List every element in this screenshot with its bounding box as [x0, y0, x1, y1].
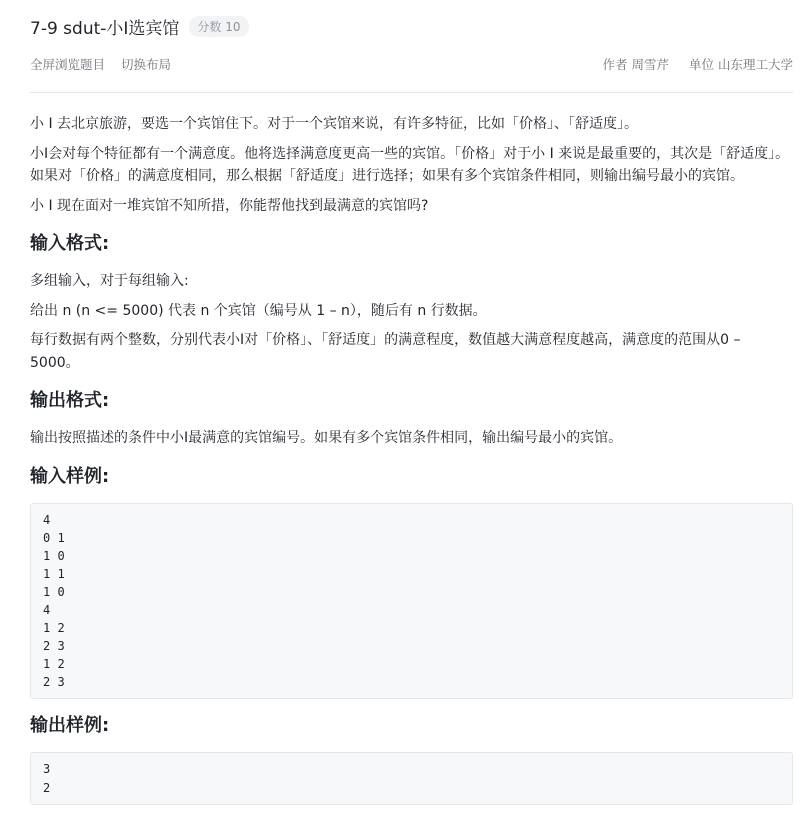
output-format-heading: 输出格式:: [30, 390, 110, 411]
author-name: 周雪芹: [631, 57, 669, 72]
problem-title: 7-9 sdut-小I选宾馆: [30, 18, 180, 39]
sample-output-block[interactable]: [30, 752, 793, 804]
code-line: 3: [43, 762, 51, 777]
sample-input-block[interactable]: [30, 503, 793, 700]
unit-meta: [689, 55, 793, 73]
code-line: 4: [43, 602, 51, 617]
code-line: 1 0: [43, 548, 65, 563]
sample-input-heading: 输入样例:: [30, 465, 110, 487]
toolbar-actions: [30, 55, 171, 73]
problem-content: [30, 113, 793, 805]
output-format-paragraph: 输出按照描述的条件中小I最满意的宾馆编号。如果有多个宾馆条件相同，输出编号最小的宾馆。: [30, 430, 623, 446]
code-line: 4: [43, 512, 51, 527]
switch-layout-button[interactable]: 切换布局: [121, 57, 172, 72]
description-paragraph: 小I会对每个特征都有一个满意度。他将选择满意度更高一些的宾馆。「价格」对于小 I 来说是最重要的，其次是「舒适度」。如果对「价格」的满意度相同，那么根据「舒适度」进行选择；如果有多个宾馆条件相同，则输出编号最小的宾馆。: [30, 145, 790, 184]
code-line: 1 2: [43, 657, 65, 672]
input-format-paragraph: 给出 n (n <= 5000) 代表 n 个宾馆（编号从 1 – n），随后有 n 行数据。: [30, 302, 487, 319]
input-format-paragraph: 多组输入，对于每组输入:: [30, 273, 189, 289]
code-line: 0 1: [43, 530, 65, 545]
input-format-heading: 输入格式:: [30, 233, 110, 254]
input-format-paragraph: 每行数据有两个整数，分别代表小I对「价格」、「舒适度」的满意程度，数值越大满意程度越高，满意度的范围从0 – 5000。: [30, 332, 741, 371]
code-line: 2: [43, 780, 51, 795]
problem-page: [30, 0, 793, 805]
unit-label: 单位: [688, 57, 714, 72]
header-divider: [30, 92, 793, 93]
chevron-left-icon[interactable]: [0, 428, 1, 442]
problem-toolbar: [30, 52, 793, 76]
code-line: 1 1: [43, 566, 65, 581]
sample-output-heading: 输出样例:: [30, 715, 110, 737]
fullscreen-button[interactable]: 全屏浏览题目: [30, 57, 106, 72]
problem-meta: [602, 55, 793, 73]
code-line: 1 2: [43, 621, 65, 636]
description-paragraph: 小 I 去北京旅游，要选一个宾馆住下。对于一个宾馆来说，有许多特征，比如「价格」、「舒适度」。: [30, 116, 639, 132]
code-line: 1 0: [43, 584, 65, 599]
score-badge: 分数 10: [189, 16, 248, 37]
author-meta: [602, 55, 669, 73]
description-paragraph: 小 I 现在面对一堆宾馆不知所措，你能帮他找到最满意的宾馆吗?: [30, 197, 429, 214]
problem-header: [30, 0, 793, 52]
code-line: 2 3: [43, 639, 65, 654]
code-line: 2 3: [43, 675, 65, 690]
author-label: 作者: [602, 57, 628, 72]
unit-name: 山东理工大学: [717, 57, 793, 72]
